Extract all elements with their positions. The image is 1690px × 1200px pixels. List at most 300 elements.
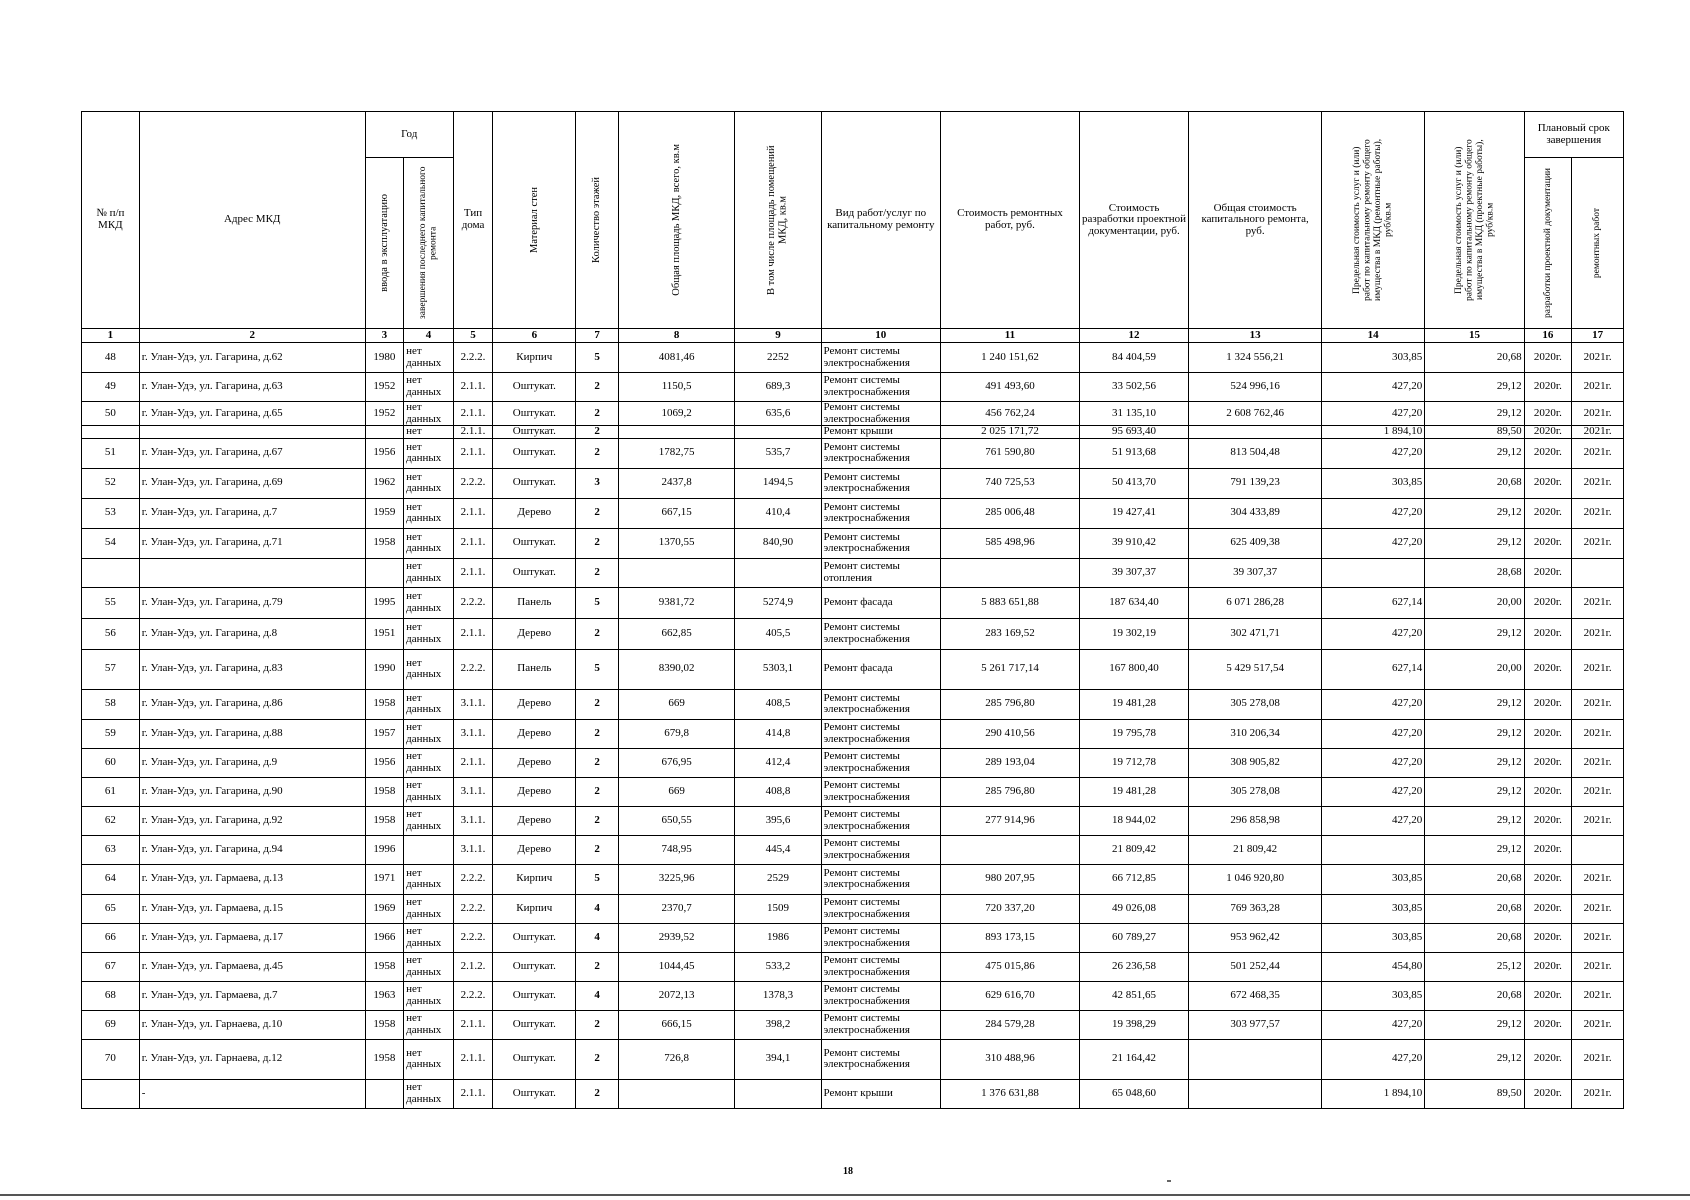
- repair-cost-cell: 283 169,52: [941, 618, 1080, 649]
- total-area-cell: 2437,8: [618, 468, 735, 498]
- total-cost-cell: 6 071 286,28: [1189, 587, 1322, 618]
- deadline-design-cell: 2020г.: [1524, 558, 1572, 587]
- table-row: [82, 806, 1624, 835]
- year-last-repair-cell: [404, 835, 454, 864]
- wall-material-cell: Оштукат.: [493, 558, 576, 587]
- row-number: 49: [82, 373, 140, 402]
- total-cost-cell: 501 252,44: [1189, 952, 1322, 981]
- wall-material-cell: Оштукат.: [493, 402, 576, 426]
- house-type-cell: 2.1.1.: [453, 498, 493, 528]
- deadline-repair-cell: 2021г.: [1572, 343, 1624, 373]
- premises-area-cell: 1509: [735, 894, 821, 923]
- limit-repair-cell: 427,20: [1321, 438, 1424, 468]
- deadline-design-cell: 2020г.: [1524, 894, 1572, 923]
- design-cost-cell: 19 427,41: [1079, 498, 1188, 528]
- design-cost-cell: 19 481,28: [1079, 689, 1188, 719]
- deadline-design-cell: 2020г.: [1524, 587, 1572, 618]
- row-number: 68: [82, 981, 140, 1010]
- year-commission-cell: 1951: [365, 618, 403, 649]
- work-type-cell: Ремонт системы электроснабжения: [821, 806, 941, 835]
- house-type-cell: 2.1.1.: [453, 438, 493, 468]
- limit-design-cell: 20,68: [1425, 864, 1524, 894]
- deadline-repair-cell: 2021г.: [1572, 719, 1624, 748]
- col-number: 17: [1572, 329, 1624, 343]
- col-number: 5: [453, 329, 493, 343]
- total-area-cell: [618, 558, 735, 587]
- year-last-repair-cell: нет данных: [404, 1079, 454, 1108]
- work-type-cell: Ремонт системы электроснабжения: [821, 1010, 941, 1039]
- total-cost-cell: [1189, 1039, 1322, 1079]
- total-area-cell: 9381,72: [618, 587, 735, 618]
- house-type-cell: 2.1.1.: [453, 528, 493, 558]
- row-number: 59: [82, 719, 140, 748]
- repair-cost-cell: 310 488,96: [941, 1039, 1080, 1079]
- header-premises-area: В том числе площадь помещений МКД, кв.м: [735, 112, 821, 329]
- address-cell: г. Улан-Удэ, ул. Гагарина, д.94: [139, 835, 365, 864]
- wall-material-cell: Дерево: [493, 618, 576, 649]
- year-last-repair-cell: нет данных: [404, 1039, 454, 1079]
- year-last-repair-cell: нет данных: [404, 528, 454, 558]
- address-cell: г. Улан-Удэ, ул. Гагарина, д.62: [139, 343, 365, 373]
- floors-cell: 2: [576, 1010, 619, 1039]
- limit-design-cell: 20,00: [1425, 587, 1524, 618]
- house-type-cell: 2.1.1.: [453, 402, 493, 426]
- limit-design-cell: 25,12: [1425, 952, 1524, 981]
- total-area-cell: 667,15: [618, 498, 735, 528]
- work-type-cell: Ремонт системы электроснабжения: [821, 498, 941, 528]
- year-last-repair-cell: нет данных: [404, 649, 454, 689]
- work-type-cell: Ремонт системы электроснабжения: [821, 1039, 941, 1079]
- deadline-repair-cell: 2021г.: [1572, 894, 1624, 923]
- repair-cost-cell: [941, 558, 1080, 587]
- premises-area-cell: 408,5: [735, 689, 821, 719]
- table-row: [82, 558, 1624, 587]
- design-cost-cell: 95 693,40: [1079, 426, 1188, 439]
- table-row: [82, 894, 1624, 923]
- year-last-repair-cell: нет данных: [404, 1010, 454, 1039]
- repair-cost-cell: 475 015,86: [941, 952, 1080, 981]
- premises-area-cell: 840,90: [735, 528, 821, 558]
- address-cell: г. Улан-Удэ, ул. Гагарина, д.86: [139, 689, 365, 719]
- premises-area-cell: 408,8: [735, 777, 821, 806]
- page-number: 18: [843, 1166, 853, 1177]
- total-cost-cell: 305 278,08: [1189, 689, 1322, 719]
- total-area-cell: 666,15: [618, 1010, 735, 1039]
- col-number: 13: [1189, 329, 1322, 343]
- limit-design-cell: 29,12: [1425, 402, 1524, 426]
- repair-cost-cell: 284 579,28: [941, 1010, 1080, 1039]
- table-row: [82, 343, 1624, 373]
- table-row: [82, 618, 1624, 649]
- address-cell: г. Улан-Удэ, ул. Гарнаева, д.12: [139, 1039, 365, 1079]
- limit-design-cell: 28,68: [1425, 558, 1524, 587]
- repair-cost-cell: 980 207,95: [941, 864, 1080, 894]
- limit-design-cell: 29,12: [1425, 528, 1524, 558]
- limit-repair-cell: 427,20: [1321, 1039, 1424, 1079]
- total-cost-cell: 21 809,42: [1189, 835, 1322, 864]
- limit-repair-cell: 1 894,10: [1321, 426, 1424, 439]
- limit-design-cell: 29,12: [1425, 777, 1524, 806]
- col-number: 8: [618, 329, 735, 343]
- col-number: 12: [1079, 329, 1188, 343]
- address-cell: г. Улан-Удэ, ул. Гагарина, д.79: [139, 587, 365, 618]
- limit-design-cell: 29,12: [1425, 618, 1524, 649]
- total-cost-cell: 791 139,23: [1189, 468, 1322, 498]
- deadline-design-cell: 2020г.: [1524, 1039, 1572, 1079]
- total-cost-cell: 304 433,89: [1189, 498, 1322, 528]
- limit-repair-cell: 303,85: [1321, 468, 1424, 498]
- total-area-cell: 1150,5: [618, 373, 735, 402]
- row-number: 66: [82, 923, 140, 952]
- repair-cost-cell: 1 376 631,88: [941, 1079, 1080, 1108]
- address-cell: г. Улан-Удэ, ул. Гагарина, д.8: [139, 618, 365, 649]
- limit-design-cell: 29,12: [1425, 719, 1524, 748]
- deadline-repair-cell: 2021г.: [1572, 438, 1624, 468]
- deadline-repair-cell: 2021г.: [1572, 498, 1624, 528]
- wall-material-cell: Дерево: [493, 835, 576, 864]
- total-cost-cell: 953 962,42: [1189, 923, 1322, 952]
- table-row: [82, 689, 1624, 719]
- address-cell: г. Улан-Удэ, ул. Гармаева, д.17: [139, 923, 365, 952]
- table-row: [82, 438, 1624, 468]
- table-row: [82, 719, 1624, 748]
- address-cell: г. Улан-Удэ, ул. Гагарина, д.7: [139, 498, 365, 528]
- limit-design-cell: 20,00: [1425, 649, 1524, 689]
- design-cost-cell: 19 712,78: [1079, 748, 1188, 777]
- address-cell: [139, 426, 365, 439]
- table-row: [82, 1010, 1624, 1039]
- work-type-cell: Ремонт системы электроснабжения: [821, 438, 941, 468]
- deadline-design-cell: 2020г.: [1524, 468, 1572, 498]
- deadline-repair-cell: 2021г.: [1572, 468, 1624, 498]
- year-last-repair-cell: нет данных: [404, 402, 454, 426]
- header-year-commission: ввода в эксплуатацию: [365, 158, 403, 329]
- deadline-design-cell: 2020г.: [1524, 719, 1572, 748]
- deadline-repair-cell: 2021г.: [1572, 426, 1624, 439]
- year-last-repair-cell: нет данных: [404, 923, 454, 952]
- col-number: 2: [139, 329, 365, 343]
- address-cell: г. Улан-Удэ, ул. Гагарина, д.71: [139, 528, 365, 558]
- capital-repair-register-table: [81, 111, 1624, 1109]
- total-cost-cell: 625 409,38: [1189, 528, 1322, 558]
- row-number: 70: [82, 1039, 140, 1079]
- year-last-repair-cell: нет данных: [404, 719, 454, 748]
- table-row: [82, 649, 1624, 689]
- limit-repair-cell: 454,80: [1321, 952, 1424, 981]
- limit-design-cell: 29,12: [1425, 835, 1524, 864]
- deadline-repair-cell: 2021г.: [1572, 402, 1624, 426]
- limit-design-cell: 29,12: [1425, 1010, 1524, 1039]
- col-number: 3: [365, 329, 403, 343]
- limit-design-cell: 29,12: [1425, 689, 1524, 719]
- year-commission-cell: 1980: [365, 343, 403, 373]
- total-cost-cell: 1 324 556,21: [1189, 343, 1322, 373]
- wall-material-cell: Панель: [493, 587, 576, 618]
- premises-area-cell: 5274,9: [735, 587, 821, 618]
- limit-design-cell: 29,12: [1425, 748, 1524, 777]
- total-cost-cell: 303 977,57: [1189, 1010, 1322, 1039]
- premises-area-cell: 414,8: [735, 719, 821, 748]
- deadline-repair-cell: 2021г.: [1572, 649, 1624, 689]
- col-number: 6: [493, 329, 576, 343]
- limit-repair-cell: 427,20: [1321, 689, 1424, 719]
- address-cell: г. Улан-Удэ, ул. Гагарина, д.88: [139, 719, 365, 748]
- floors-cell: 2: [576, 426, 619, 439]
- limit-repair-cell: 427,20: [1321, 1010, 1424, 1039]
- total-cost-cell: 308 905,82: [1189, 748, 1322, 777]
- row-number: 61: [82, 777, 140, 806]
- year-commission-cell: [365, 558, 403, 587]
- total-area-cell: 662,85: [618, 618, 735, 649]
- design-cost-cell: 21 164,42: [1079, 1039, 1188, 1079]
- floors-cell: 2: [576, 719, 619, 748]
- year-commission-cell: 1963: [365, 981, 403, 1010]
- year-commission-cell: [365, 1079, 403, 1108]
- year-last-repair-cell: нет данных: [404, 438, 454, 468]
- floors-cell: 2: [576, 689, 619, 719]
- header-limit-design: Предельная стоимость услуг и (или) работ по капитальному ремонту общего имущества в МКД (проектные работы), руб/кв.м: [1425, 112, 1524, 329]
- address-cell: г. Улан-Удэ, ул. Гагарина, д.65: [139, 402, 365, 426]
- work-type-cell: Ремонт системы электроснабжения: [821, 468, 941, 498]
- premises-area-cell: 445,4: [735, 835, 821, 864]
- total-area-cell: 669: [618, 777, 735, 806]
- house-type-cell: 2.1.1.: [453, 373, 493, 402]
- floors-cell: 2: [576, 777, 619, 806]
- deadline-design-cell: 2020г.: [1524, 649, 1572, 689]
- wall-material-cell: Оштукат.: [493, 468, 576, 498]
- floors-cell: 2: [576, 438, 619, 468]
- limit-repair-cell: 427,20: [1321, 528, 1424, 558]
- limit-design-cell: 89,50: [1425, 426, 1524, 439]
- total-area-cell: 1782,75: [618, 438, 735, 468]
- design-cost-cell: 50 413,70: [1079, 468, 1188, 498]
- year-commission-cell: 1959: [365, 498, 403, 528]
- wall-material-cell: Дерево: [493, 498, 576, 528]
- wall-material-cell: Оштукат.: [493, 373, 576, 402]
- year-last-repair-cell: нет данных: [404, 498, 454, 528]
- total-area-cell: 669: [618, 689, 735, 719]
- deadline-repair-cell: 2021г.: [1572, 748, 1624, 777]
- col-number: 15: [1425, 329, 1524, 343]
- design-cost-cell: 187 634,40: [1079, 587, 1188, 618]
- year-commission-cell: 1962: [365, 468, 403, 498]
- header-address: Адрес МКД: [139, 112, 365, 329]
- year-commission-cell: 1995: [365, 587, 403, 618]
- work-type-cell: Ремонт системы электроснабжения: [821, 528, 941, 558]
- total-area-cell: 650,55: [618, 806, 735, 835]
- total-cost-cell: 2 608 762,46: [1189, 402, 1322, 426]
- premises-area-cell: 1494,5: [735, 468, 821, 498]
- header-deadline: Плановый срок завершения: [1524, 112, 1623, 158]
- design-cost-cell: 66 712,85: [1079, 864, 1188, 894]
- premises-area-cell: 395,6: [735, 806, 821, 835]
- table-row: [82, 835, 1624, 864]
- limit-design-cell: 20,68: [1425, 923, 1524, 952]
- limit-repair-cell: [1321, 558, 1424, 587]
- wall-material-cell: Кирпич: [493, 343, 576, 373]
- work-type-cell: Ремонт системы электроснабжения: [821, 777, 941, 806]
- limit-repair-cell: 427,20: [1321, 806, 1424, 835]
- year-last-repair-cell: нет данных: [404, 894, 454, 923]
- house-type-cell: 2.1.1.: [453, 1079, 493, 1108]
- floors-cell: 2: [576, 402, 619, 426]
- premises-area-cell: 5303,1: [735, 649, 821, 689]
- wall-material-cell: Панель: [493, 649, 576, 689]
- premises-area-cell: 2252: [735, 343, 821, 373]
- limit-repair-cell: 427,20: [1321, 748, 1424, 777]
- total-area-cell: 748,95: [618, 835, 735, 864]
- limit-repair-cell: 303,85: [1321, 981, 1424, 1010]
- work-type-cell: Ремонт системы электроснабжения: [821, 748, 941, 777]
- year-commission-cell: 1958: [365, 1010, 403, 1039]
- address-cell: г. Улан-Удэ, ул. Гармаева, д.7: [139, 981, 365, 1010]
- deadline-design-cell: 2020г.: [1524, 438, 1572, 468]
- header-year-last-repair: завершения последнего капитального ремонта: [404, 158, 454, 329]
- total-area-cell: 2939,52: [618, 923, 735, 952]
- total-area-cell: 2072,13: [618, 981, 735, 1010]
- year-last-repair-cell: нет данных: [404, 343, 454, 373]
- limit-repair-cell: 303,85: [1321, 343, 1424, 373]
- wall-material-cell: Кирпич: [493, 864, 576, 894]
- year-commission-cell: 1958: [365, 806, 403, 835]
- house-type-cell: 3.1.1.: [453, 689, 493, 719]
- row-number: 54: [82, 528, 140, 558]
- repair-cost-cell: 761 590,80: [941, 438, 1080, 468]
- table-row: [82, 777, 1624, 806]
- deadline-repair-cell: 2021г.: [1572, 528, 1624, 558]
- row-number: 65: [82, 894, 140, 923]
- repair-cost-cell: 277 914,96: [941, 806, 1080, 835]
- floors-cell: 2: [576, 835, 619, 864]
- total-area-cell: [618, 426, 735, 439]
- floors-cell: 4: [576, 981, 619, 1010]
- address-cell: г. Улан-Удэ, ул. Гарнаева, д.10: [139, 1010, 365, 1039]
- row-number: 53: [82, 498, 140, 528]
- row-number: [82, 426, 140, 439]
- table-row: [82, 528, 1624, 558]
- premises-area-cell: 535,7: [735, 438, 821, 468]
- deadline-design-cell: 2020г.: [1524, 864, 1572, 894]
- house-type-cell: 2.2.2.: [453, 587, 493, 618]
- wall-material-cell: Оштукат.: [493, 426, 576, 439]
- total-area-cell: 1044,45: [618, 952, 735, 981]
- deadline-repair-cell: 2021г.: [1572, 923, 1624, 952]
- repair-cost-cell: 5 261 717,14: [941, 649, 1080, 689]
- address-cell: г. Улан-Удэ, ул. Гагарина, д.90: [139, 777, 365, 806]
- work-type-cell: Ремонт системы электроснабжения: [821, 373, 941, 402]
- total-area-cell: 3225,96: [618, 864, 735, 894]
- limit-design-cell: 20,68: [1425, 981, 1524, 1010]
- total-cost-cell: 305 278,08: [1189, 777, 1322, 806]
- limit-repair-cell: 427,20: [1321, 498, 1424, 528]
- floors-cell: 5: [576, 587, 619, 618]
- year-commission-cell: 1958: [365, 952, 403, 981]
- design-cost-cell: 65 048,60: [1079, 1079, 1188, 1108]
- design-cost-cell: 19 481,28: [1079, 777, 1188, 806]
- work-type-cell: Ремонт системы электроснабжения: [821, 689, 941, 719]
- row-number: 67: [82, 952, 140, 981]
- year-last-repair-cell: нет данных: [404, 618, 454, 649]
- total-cost-cell: [1189, 426, 1322, 439]
- year-commission-cell: [365, 426, 403, 439]
- year-commission-cell: 1966: [365, 923, 403, 952]
- repair-cost-cell: 285 006,48: [941, 498, 1080, 528]
- total-cost-cell: 5 429 517,54: [1189, 649, 1322, 689]
- total-area-cell: 8390,02: [618, 649, 735, 689]
- work-type-cell: Ремонт фасада: [821, 649, 941, 689]
- row-number: 55: [82, 587, 140, 618]
- deadline-design-cell: 2020г.: [1524, 806, 1572, 835]
- premises-area-cell: 2529: [735, 864, 821, 894]
- house-type-cell: 3.1.1.: [453, 777, 493, 806]
- design-cost-cell: 31 135,10: [1079, 402, 1188, 426]
- deadline-design-cell: 2020г.: [1524, 343, 1572, 373]
- premises-area-cell: 1986: [735, 923, 821, 952]
- col-number: 10: [821, 329, 941, 343]
- repair-cost-cell: 491 493,60: [941, 373, 1080, 402]
- total-area-cell: 726,8: [618, 1039, 735, 1079]
- floors-cell: 2: [576, 373, 619, 402]
- premises-area-cell: 1378,3: [735, 981, 821, 1010]
- year-commission-cell: 1956: [365, 748, 403, 777]
- work-type-cell: Ремонт системы электроснабжения: [821, 402, 941, 426]
- floors-cell: 2: [576, 558, 619, 587]
- deadline-repair-cell: 2021г.: [1572, 777, 1624, 806]
- year-commission-cell: 1957: [365, 719, 403, 748]
- deadline-repair-cell: 2021г.: [1572, 1039, 1624, 1079]
- wall-material-cell: Дерево: [493, 777, 576, 806]
- year-last-repair-cell: нет данных: [404, 689, 454, 719]
- design-cost-cell: 39 910,42: [1079, 528, 1188, 558]
- wall-material-cell: Оштукат.: [493, 528, 576, 558]
- deadline-design-cell: 2020г.: [1524, 1010, 1572, 1039]
- deadline-repair-cell: [1572, 835, 1624, 864]
- table-row: [82, 426, 1624, 439]
- total-cost-cell: 813 504,48: [1189, 438, 1322, 468]
- address-cell: г. Улан-Удэ, ул. Гагарина, д.83: [139, 649, 365, 689]
- limit-repair-cell: 427,20: [1321, 719, 1424, 748]
- row-number: 63: [82, 835, 140, 864]
- limit-design-cell: 20,68: [1425, 343, 1524, 373]
- table-row: [82, 468, 1624, 498]
- year-commission-cell: 1952: [365, 402, 403, 426]
- year-commission-cell: 1956: [365, 438, 403, 468]
- deadline-repair-cell: 2021г.: [1572, 587, 1624, 618]
- deadline-design-cell: 2020г.: [1524, 426, 1572, 439]
- row-number: 51: [82, 438, 140, 468]
- header-repair-cost: Стоимость ремонтных работ, руб.: [941, 112, 1080, 329]
- table-row: [82, 923, 1624, 952]
- wall-material-cell: Дерево: [493, 689, 576, 719]
- table-row: [82, 952, 1624, 981]
- total-area-cell: 2370,7: [618, 894, 735, 923]
- row-number: [82, 1079, 140, 1108]
- column-number-row: [82, 329, 1624, 343]
- deadline-design-cell: 2020г.: [1524, 402, 1572, 426]
- limit-repair-cell: [1321, 835, 1424, 864]
- row-number: 69: [82, 1010, 140, 1039]
- limit-repair-cell: 627,14: [1321, 649, 1424, 689]
- work-type-cell: Ремонт крыши: [821, 426, 941, 439]
- house-type-cell: 2.1.1.: [453, 1039, 493, 1079]
- premises-area-cell: [735, 558, 821, 587]
- design-cost-cell: 167 800,40: [1079, 649, 1188, 689]
- year-commission-cell: 1996: [365, 835, 403, 864]
- deadline-design-cell: 2020г.: [1524, 528, 1572, 558]
- total-area-cell: [618, 1079, 735, 1108]
- total-area-cell: 1069,2: [618, 402, 735, 426]
- limit-repair-cell: 427,20: [1321, 402, 1424, 426]
